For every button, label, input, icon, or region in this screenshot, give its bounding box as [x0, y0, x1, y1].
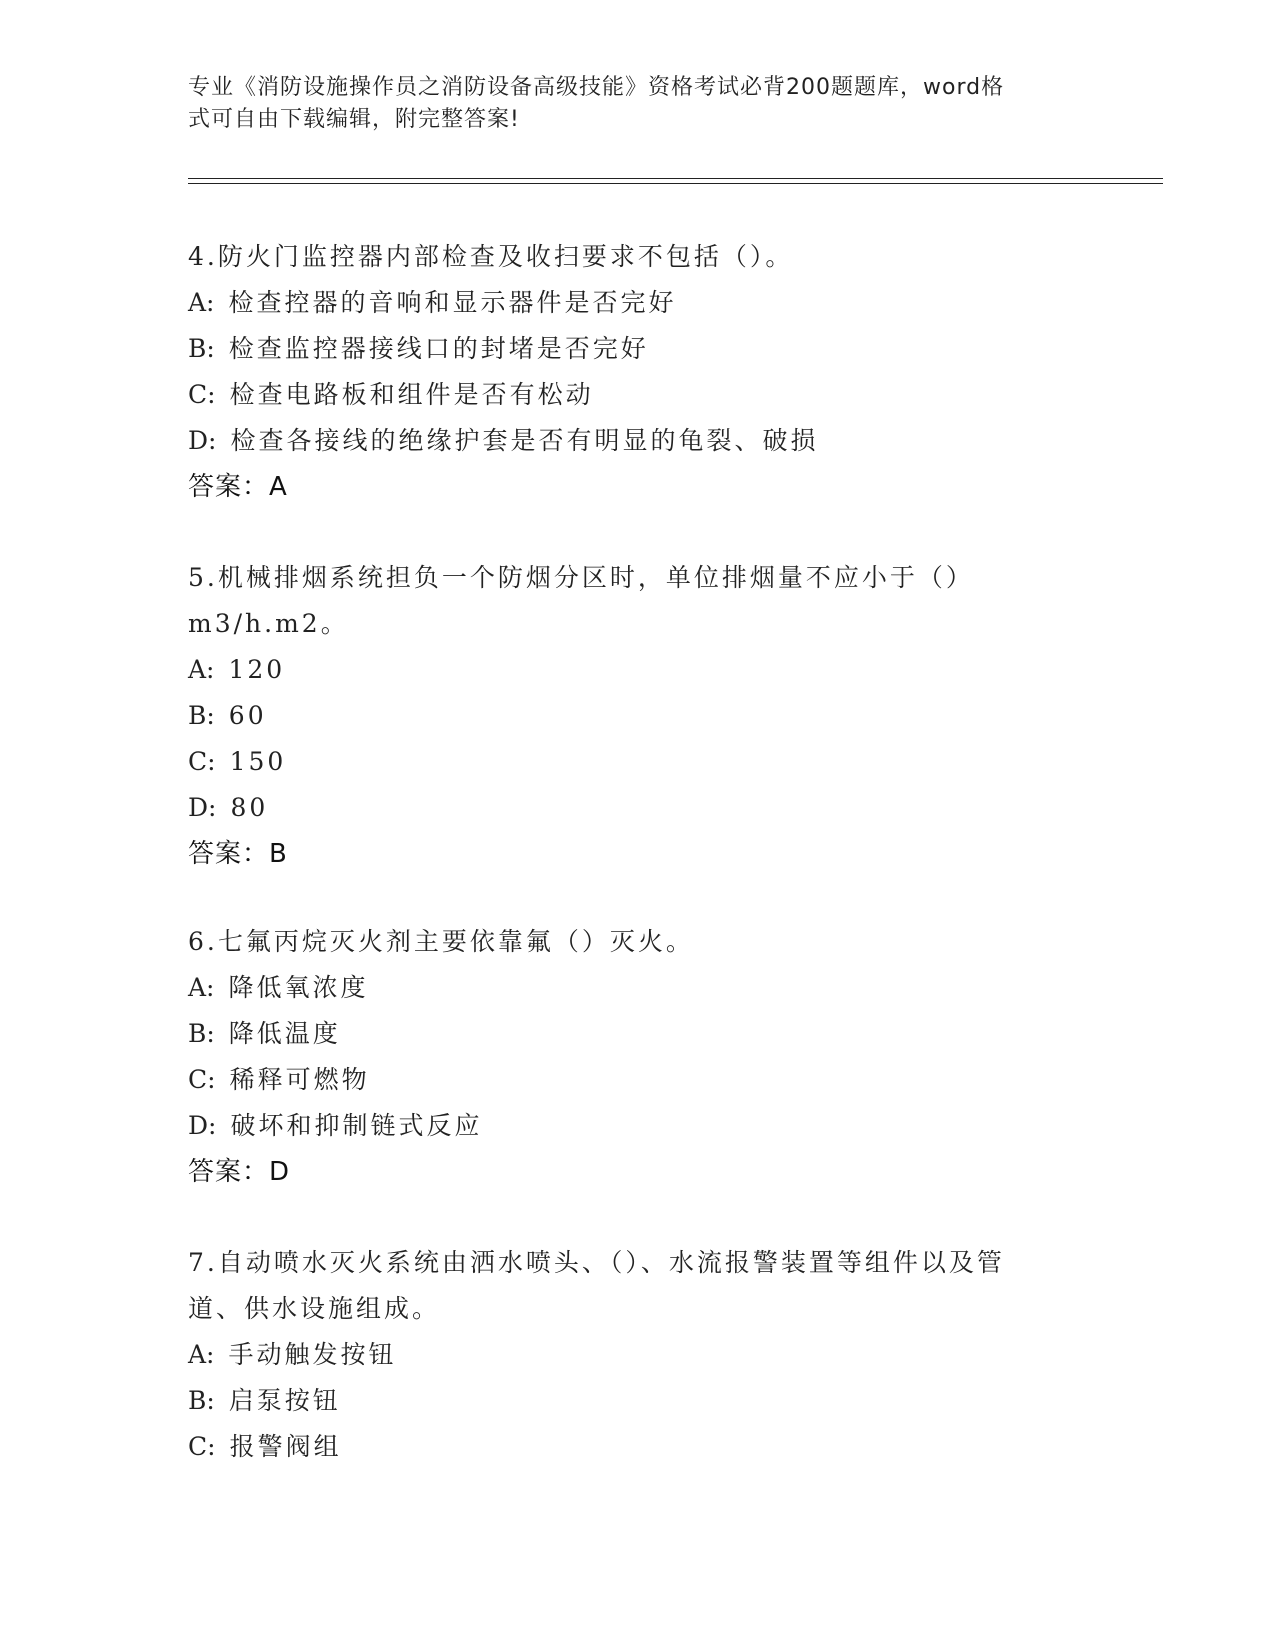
option-a — [188, 280, 1108, 326]
option-label: D: — [188, 426, 217, 455]
option-text: 手动触发按钮 — [228, 1340, 397, 1369]
option-c — [188, 1424, 1108, 1470]
option-text: 破坏和抑制链式反应 — [230, 1111, 483, 1140]
option-b — [188, 693, 1108, 739]
document-header — [188, 72, 1078, 136]
header-line-2: 式可自由下载编辑，附完整答案! — [188, 107, 520, 132]
option-text: 120 — [228, 655, 286, 684]
option-label: C: — [188, 1065, 216, 1094]
option-label: A: — [188, 655, 215, 684]
option-d — [188, 1103, 1108, 1149]
header-divider-top — [188, 178, 1163, 179]
option-c — [188, 739, 1108, 785]
option-label: D: — [188, 793, 217, 822]
option-label: A: — [188, 288, 215, 317]
header-divider-bottom — [188, 183, 1163, 184]
question-stem: 6.七氟丙烷灭火剂主要依靠氟（）灭火。 — [188, 927, 694, 956]
question-stem: 5.机械排烟系统担负一个防烟分区时，单位排烟量不应小于（） — [188, 563, 974, 592]
question-6 — [188, 919, 1108, 1195]
option-label: D: — [188, 1111, 217, 1140]
option-text: 检查各接线的绝缘护套是否有明显的龟裂、破损 — [230, 426, 819, 455]
answer-line: 答案：A — [188, 472, 288, 502]
answer-line: 答案：B — [188, 839, 288, 869]
option-text: 150 — [229, 747, 287, 776]
question-stem: 7.自动喷水灭火系统由洒水喷头、（）、水流报警装置等组件以及管 — [188, 1248, 1005, 1277]
question-stem: 4.防火门监控器内部检查及收扫要求不包括（）。 — [188, 242, 794, 271]
question-stem-continued: 道、供水设施组成。 — [188, 1294, 441, 1323]
question-stem-continued: m3/h.m2。 — [188, 609, 349, 638]
option-a — [188, 965, 1108, 1011]
question-5 — [188, 555, 1108, 877]
answer-line: 答案：D — [188, 1157, 291, 1187]
option-text: 检查电路板和组件是否有松动 — [229, 380, 594, 409]
option-text: 检查控器的音响和显示器件是否完好 — [228, 288, 677, 317]
option-label: C: — [188, 380, 216, 409]
option-c — [188, 372, 1108, 418]
option-label: B: — [188, 1019, 215, 1048]
option-c — [188, 1057, 1108, 1103]
option-text: 80 — [230, 793, 269, 822]
option-label: A: — [188, 1340, 215, 1369]
header-line-1: 专业《消防设施操作员之消防设备高级技能》资格考试必背200题题库，word格 — [188, 75, 1005, 100]
option-text: 检查监控器接线口的封堵是否完好 — [228, 334, 649, 363]
option-text: 60 — [228, 701, 267, 730]
option-label: B: — [188, 701, 215, 730]
option-text: 稀释可燃物 — [229, 1065, 370, 1094]
option-d — [188, 418, 1108, 464]
option-text: 降低温度 — [228, 1019, 341, 1048]
option-d — [188, 785, 1108, 831]
option-b — [188, 326, 1108, 372]
option-text: 报警阀组 — [229, 1432, 342, 1461]
option-label: A: — [188, 973, 215, 1002]
question-7 — [188, 1240, 1108, 1470]
option-text: 降低氧浓度 — [228, 973, 369, 1002]
option-a — [188, 647, 1108, 693]
option-label: B: — [188, 1386, 215, 1415]
option-b — [188, 1378, 1108, 1424]
option-b — [188, 1011, 1108, 1057]
option-label: B: — [188, 334, 215, 363]
question-4 — [188, 234, 1108, 510]
option-text: 启泵按钮 — [228, 1386, 341, 1415]
option-a — [188, 1332, 1108, 1378]
option-label: C: — [188, 1432, 216, 1461]
option-label: C: — [188, 747, 216, 776]
